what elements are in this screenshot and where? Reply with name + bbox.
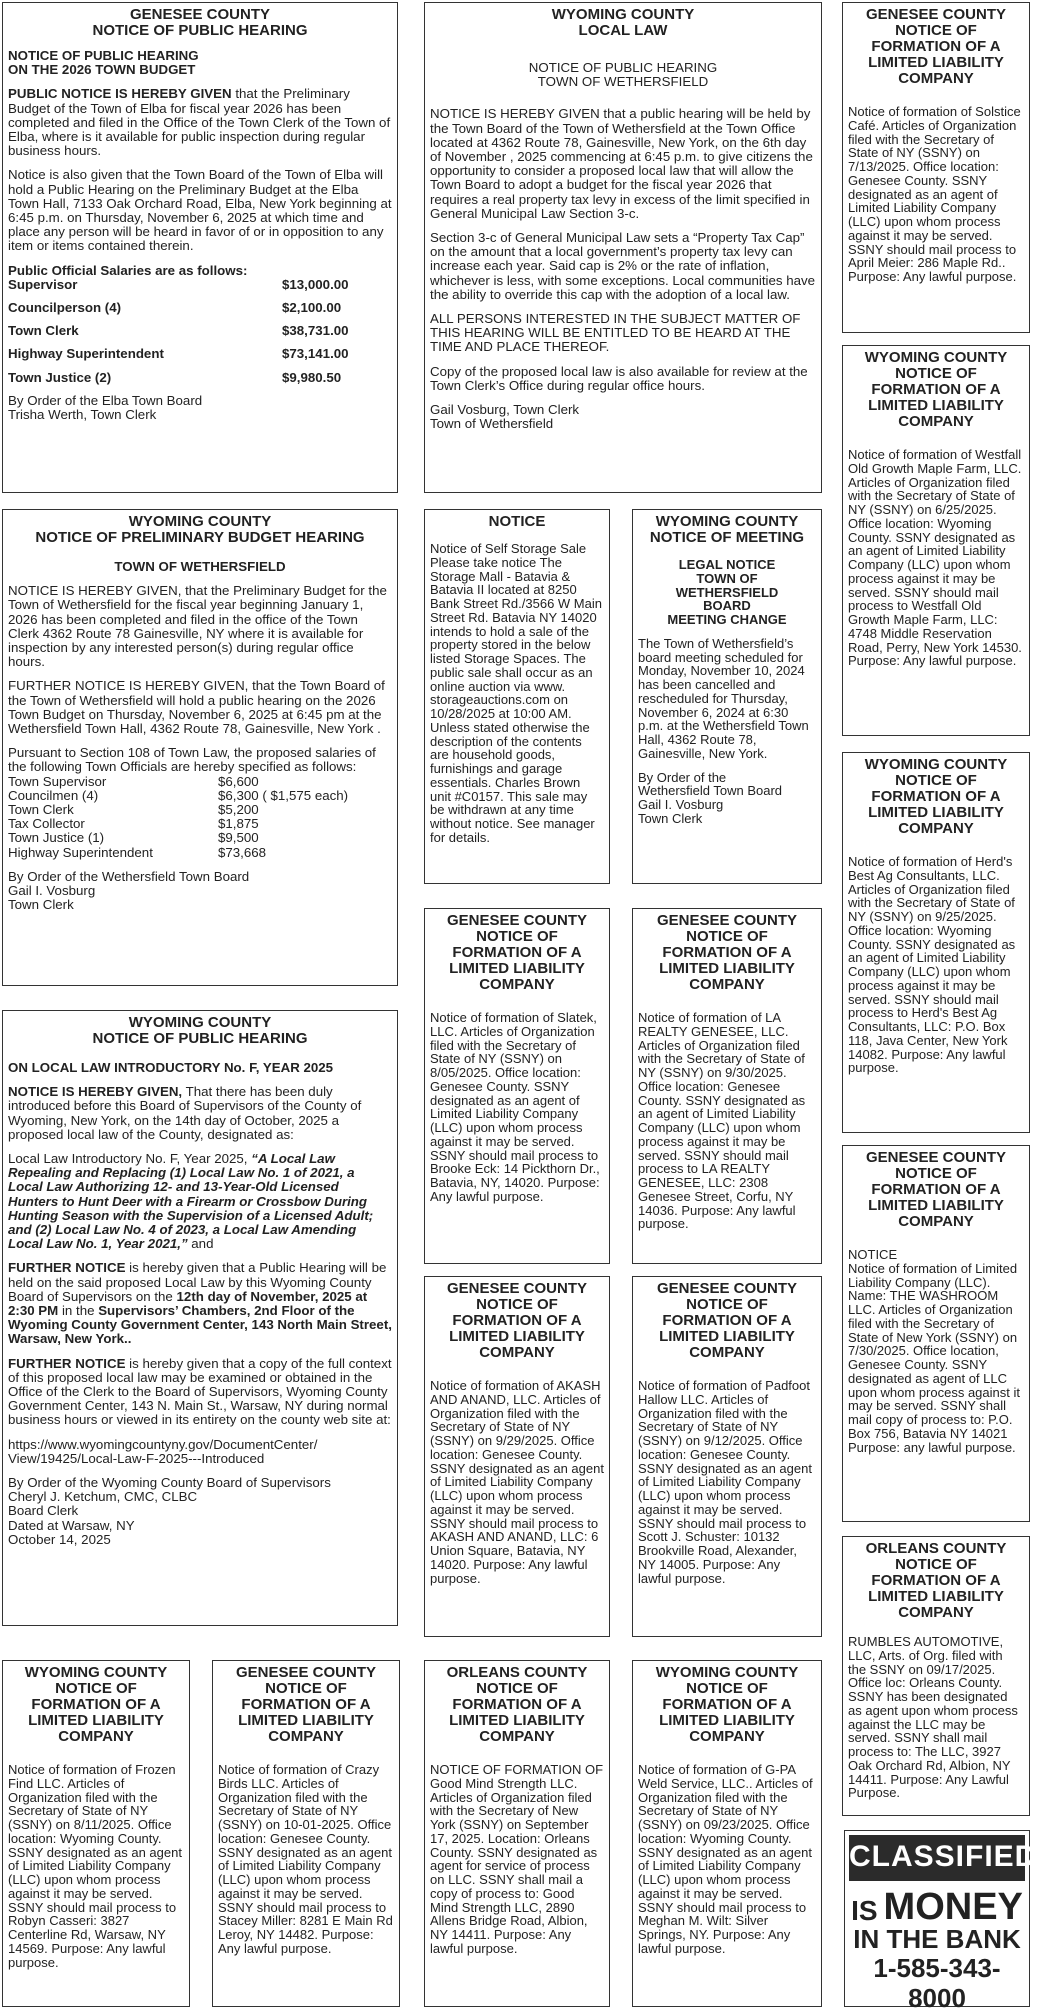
salary-row: Tax Collector $1,875 (8, 816, 259, 832)
notice-heading: FORMATION OF A (241, 1696, 371, 1713)
notice-heading: COMPANY (689, 976, 765, 993)
notice-heading: COMPANY (898, 1213, 974, 1230)
ad-bank-text: IN THE BANK (853, 1924, 1021, 1954)
salary-row: Supervisor $13,000.00 (8, 276, 349, 292)
notice-slatek-llc (424, 908, 610, 1264)
notice-paragraph: FURTHER NOTICE is hereby given that a copy of the full context of this proposed local law may be examined or obtained in the Office of the Clerk to the Board of Supervisors, Wyoming County Government Center, 143 N. Main St., Warsaw, NY during normal business hours or viewed in its entirety on the county web site at: (8, 1355, 392, 1428)
salary-heading: Public Official Salaries are as follows: (8, 262, 248, 278)
notice-heading: LIMITED LIABILITY (868, 54, 1004, 71)
notice-heading: WYOMING COUNTY (128, 513, 272, 530)
notice-heading: LOCAL LAW (578, 22, 668, 39)
notice-heading: COMPANY (479, 1728, 555, 1745)
notice-frozen-find (2, 1660, 190, 2007)
notice-heading: NOTICE OF (476, 1680, 558, 1697)
notice-subheading: NOTICE OF PUBLIC HEARING TOWN OF WETHERSFIELD (528, 60, 718, 90)
notice-heading: GENESEE COUNTY (235, 1664, 377, 1681)
notice-heading: NOTICE OF MEETING (649, 529, 805, 546)
notice-heading: NOTICE OF (55, 1680, 137, 1697)
notice-wethersfield-budget-hearing (2, 509, 398, 986)
notice-paragraph: Section 3-c of General Municipal Law sets a “Property Tax Cap” on the amount that a local government’s property tax levy can increase each year. Said cap is 2% or the rate of inflation, whichever is less, with some exceptions. Local communities have the ability to override this cap with the adoption of a local law. (430, 230, 816, 302)
notice-signature: By Order of the Elba Town Board Trisha Werth, Town Clerk (8, 392, 203, 423)
notice-heading: WYOMING COUNTY (551, 6, 695, 23)
notice-wethersfield-meeting (632, 509, 822, 884)
notice-heading: ORLEANS COUNTY (446, 1664, 588, 1681)
notice-paragraph: Notice of formation of LA REALTY GENESEE, LLC. Articles of Organization filed with the Secretary of State of NY (SSNY) on 9/30/2025. Office location: Genesee County. SSNY designated as an agent of Limited Liability Company (LLC) upon whom process against it may be served. SSNY should mail process to LA REALTY GENESEE, LLC: 2308 Genesee Street, Corfu, NY 14036. Purpose: Any lawful purpose. (638, 1010, 806, 1232)
notice-heading: COMPANY (689, 1344, 765, 1361)
notice-crazy-birds (212, 1660, 400, 2007)
notice-heading: COMPANY (268, 1728, 344, 1745)
notice-heading: NOTICE OF (265, 1680, 347, 1697)
notice-heading: NOTICE OF PUBLIC HEARING (92, 1030, 308, 1047)
notice-heading: LIMITED LIABILITY (868, 397, 1004, 414)
notice-heading: LIMITED LIABILITY (28, 1712, 164, 1729)
notice-signature: By Order of the Wethersfield Town Board Gail I. Vosburg Town Clerk (8, 868, 250, 913)
notice-paragraph: Notice of formation of Slatek, LLC. Articles of Organization filed with the Secretary of State of NY (SSNY) on 8/05/2025. Office location: Genesee County. SSNY designated as an agent of Limited Liability Company (LLC) upon whom process against it may be served. SSNY should mail process to Brooke Eck: 14 Pickthorn Dr., Batavia, NY, 14020. Purpose: Any lawful purpose. (430, 1010, 600, 1204)
notice-heading: FORMATION OF A (871, 1572, 1001, 1589)
notice-heading: NOTICE OF (895, 772, 977, 789)
notice-akash-and-anand (424, 1276, 610, 1637)
notice-elba-budget (2, 2, 398, 493)
notice-heading: FORMATION OF A (871, 788, 1001, 805)
notice-heading: FORMATION OF A (871, 38, 1001, 55)
notice-heading: FORMATION OF A (662, 1312, 792, 1329)
notice-heading: COMPANY (898, 70, 974, 87)
notice-heading: FORMATION OF A (662, 944, 792, 961)
notice-paragraph: Notice of formation of Crazy Birds LLC. Articles of Organization filed with the Secretary of State of NY (SSNY) on 10-01-2025. Office location: Genesee County. SSNY designated as an agent of Limited Liability Company (LLC) upon whom process against it may be served. SSNY should mail process to Stacey Miller: 8281 E Main Rd Leroy, NY 14482. Purpose: Any lawful purpose. (218, 1762, 393, 1956)
notice-g-pa-weld-service (632, 1660, 822, 2007)
notice-heading: NOTICE OF (895, 22, 977, 39)
notice-heading: NOTICE OF PRELIMINARY BUDGET HEARING (35, 529, 365, 546)
notice-paragraph: The Town of Wethersfield’s board meeting scheduled for Monday, November 10, 2024 has been cancelled and rescheduled for Thursday, November 6, 2024 at 6:30 p.m. at the Wethersfield Town Hall, 4362 Route 78, Gainesville, New York. (638, 635, 809, 761)
notice-heading: LIMITED LIABILITY (868, 1197, 1004, 1214)
notice-paragraph: NOTICE IS HEREBY GIVEN that a public hearing will be held by the Town Board of the Town of Wethersfield at the Town Office located at 4362 Route 78, Gainesville, New York, on the 6th day of November , 2025 commencing at 6:45 p.m. to give citizens the opportunity to consider a proposed local law that will allow the Town Board to adopt a budget for the fiscal year 2026 that requires a real property tax levy in excess of the limit specified in General Municipal Law Section 3-c. (430, 106, 813, 221)
notice-heading: GENESEE COUNTY (446, 1280, 588, 1297)
county-website-link[interactable]: https://www.wyomingcountyny.gov/DocumentCenter/ View/19425/Local-Law-F-2025---Introduced (8, 1436, 318, 1466)
salary-row: Highway Superintendent $73,668 (8, 844, 267, 860)
notice-heading: FORMATION OF A (871, 1181, 1001, 1198)
salary-row: Councilmen (4) $6,300 ( $1,575 each) (8, 787, 349, 803)
notice-heading: FORMATION OF A (662, 1696, 792, 1713)
classifieds-banner: CLASSIFIEDS (849, 1835, 1025, 1881)
notice-heading: WYOMING COUNTY (24, 1664, 168, 1681)
notice-paragraph: Copy of the proposed local law is also available for review at the Town Clerk’s Office during regular office hours. (430, 363, 808, 393)
notice-heading: LIMITED LIABILITY (659, 1712, 795, 1729)
notice-heading: LIMITED LIABILITY (449, 1328, 585, 1345)
notice-wethersfield-local-law (424, 2, 822, 493)
notice-heading: LIMITED LIABILITY (449, 1712, 585, 1729)
salary-row: Highway Superintendent $73,141.00 (8, 346, 349, 362)
notice-signature: Gail Vosburg, Town Clerk Town of Wethersfield (430, 402, 580, 432)
notice-heading: NOTICE (488, 513, 546, 530)
notice-heading: GENESEE COUNTY (865, 1149, 1007, 1166)
salary-row: Councilperson (4) $2,100.00 (8, 300, 342, 316)
notice-heading: WYOMING COUNTY (655, 1664, 799, 1681)
notice-heading: GENESEE COUNTY (865, 6, 1007, 23)
salary-row: Town Clerk $38,731.00 (8, 323, 349, 339)
notice-heading: GENESEE COUNTY (446, 912, 588, 929)
notice-heading: NOTICE OF PUBLIC HEARING (92, 22, 308, 39)
notice-heading: NOTICE OF (895, 1556, 977, 1573)
salary-table (8, 775, 392, 860)
notice-heading: GENESEE COUNTY (656, 912, 798, 929)
notice-la-realty-genesee (632, 908, 822, 1264)
notice-heading: COMPANY (479, 976, 555, 993)
notice-heading: FORMATION OF A (31, 1696, 161, 1713)
notice-heading: FORMATION OF A (452, 944, 582, 961)
notice-herds-best-ag (842, 752, 1030, 1133)
notice-heading: LIMITED LIABILITY (868, 804, 1004, 821)
ad-is-text: IS (851, 1895, 878, 1926)
notice-heading: NOTICE OF (686, 1296, 768, 1313)
notice-subheading: LEGAL NOTICE TOWN OF WETHERSFIELD BOARD MEETING CHANGE (667, 557, 787, 627)
notice-paragraph: Notice is also given that the Town Board of the Town of Elba will hold a Public Hearing on the Preliminary Budget at the Elba Town Hall, 7133 Oak Orchard Road, Elba, New York beginning at 6:45 p.m. on Thursday, November 6, 2025 at which time and place any person will be heard in favor of or in opposition to any item or items contained therein. (8, 167, 392, 254)
notice-paragraph: Pursuant to Section 108 of Town Law, the proposed salaries of the following Town Officials are hereby specified as follows: (8, 745, 376, 775)
notice-paragraph: ALL PERSONS INTERESTED IN THE SUBJECT MATTER OF THIS HEARING WILL BE ENTITLED TO BE HEARD AT THE TIME AND PLACE THEREOF. (430, 311, 801, 355)
notice-heading: GENESEE COUNTY (656, 1280, 798, 1297)
notice-heading: COMPANY (479, 1344, 555, 1361)
notice-self-storage-sale (424, 509, 610, 884)
notice-paragraph: Notice of formation of Herd's Best Ag Consultants, LLC. Articles of Organization filed with the Secretary of State of NY (SSNY) on 9/25/2025. Office location: Wyoming County. SSNY designated as an agent of Limited Liability Company (LLC) upon whom process against it may be served. SSNY should mail process to Herd's Best Ag Consultants, LLC: P.O. Box 118, Java Center, New York 14082. Purpose: Any lawful purpose. (848, 854, 1016, 1076)
notice-paragraph: Notice of formation of AKASH AND ANAND, LLC. Articles of Organization filed with the Secretary of State of NY (SSNY) on 9/29/2025. Office location: Genesee County. SSNY designated as an agent of Limited Liability Company (LLC) upon whom process against it may be served. SSNY should mail process to AKASH AND ANAND, LLC: 6 Union Square, Batavia, NY 14020. Purpose: Any lawful purpose. (430, 1378, 604, 1586)
notice-paragraph: NOTICE IS HEREBY GIVEN, That there has been duly introduced before this Board of Supervisors of the County of Wyoming, New York, on the 14th day of October, 2025 a proposed local law of the County, designated as: (8, 1084, 362, 1142)
notice-heading: NOTICE OF (895, 1165, 977, 1182)
salary-row: Town Justice (1) $9,500 (8, 830, 259, 846)
notice-heading: COMPANY (898, 820, 974, 837)
notice-padfoot-hallow (632, 1276, 822, 1637)
notice-heading: ORLEANS COUNTY (865, 1540, 1007, 1557)
notice-subheading: ON LOCAL LAW INTRODUCTORY No. F, YEAR 2025 (8, 1060, 334, 1075)
notice-washroom-llc (842, 1145, 1030, 1522)
notice-paragraph: PUBLIC NOTICE IS HEREBY GIVEN that the Preliminary Budget of the Town of Elba for fiscal year 2026 has been completed and filed in the Office of the Town Clerk of the Town of Elba, where is it available for public inspection during regular business hours. (8, 86, 391, 159)
notice-paragraph: RUMBLES AUTOMOTIVE, LLC, Arts. of Org. filed with the SSNY on 09/17/2025. Office loc: Orleans County. SSNY has been designated as agent upon whom process against the LLC may be served. SSNY shall mail process to: The LLC, 3927 Oak Orchard Rd, Albion, NY 14411. Purpose: Any Lawful Purpose. (848, 1634, 1018, 1801)
notice-subheading: NOTICE OF PUBLIC HEARING ON THE 2026 TOWN BUDGET (8, 48, 199, 78)
notice-heading: LIMITED LIABILITY (659, 960, 795, 977)
salary-row: Town Supervisor $6,600 (8, 773, 259, 789)
notice-heading: COMPANY (898, 413, 974, 430)
notice-paragraph: Notice of formation of Padfoot Hallow LLC. Articles of Organization filed with the Secretary of State of NY (SSNY) on 9/12/2025. Office location: Genesee County. SSNY designated as an agent of Limited Liability Company (LLC) upon whom process against it may be served. SSNY should mail process to Scott J. Schuster: 10132 Brookville Road, Alexander, NY 14005. Purpose: Any lawful purpose. (638, 1378, 812, 1586)
notice-heading: NOTICE OF (686, 1680, 768, 1697)
notice-paragraph: Notice of formation of Westfall Old Growth Maple Farm, LLC. Articles of Organization filed with the Secretary of State of NY (SSNY) on 6/25/2025. Office location: Wyoming County. SSNY designated as an agent of Limited Liability Company (LLC) upon whom process against it may be served. SSNY should mail process to Westfall Old Growth Maple Farm, LLC: 4748 Middle Reservation Road, Perry, New York 14530. Purpose: Any lawful purpose. (848, 447, 1022, 669)
notice-solstice-cafe (842, 2, 1030, 333)
money-line (849, 1886, 1025, 1928)
salary-row: Town Justice (2) $9,980.50 (8, 369, 342, 385)
notice-heading: WYOMING COUNTY (655, 513, 799, 530)
notice-heading: LIMITED LIABILITY (449, 960, 585, 977)
ad-money-text: MONEY (883, 1886, 1023, 1928)
notice-signature: By Order of the Wethersfield Town Board Gail I. Vosburg Town Clerk (638, 769, 783, 826)
notice-heading: GENESEE COUNTY (129, 6, 271, 23)
notice-paragraph: NOTICE Notice of formation of Limited Liability Company (LLC). Name: THE WASHROOM LLC. Articles of Organization filed with the Secretary of State of New York (SSNY) on 7/30/2025. Office location, Genesee County. SSNY designated as agent of LLC upon whom process against it may be served. SSNY shall mail copy of process to: P.O. Box 756, Batavia NY 14021 Purpose: any lawful purpose. (848, 1247, 1020, 1455)
notice-paragraph: Notice of formation of Frozen Find LLC. Articles of Organization filed with the Secretary of State of NY (SSNY) on 8/11/2025. Office location: Wyoming County. SSNY designated as an agent of Limited Liability Company (LLC) upon whom process against it may be served. SSNY should mail process to Robyn Casseri: 3827 Centerline Rd, Warsaw, NY 14569. Purpose: Any lawful purpose. (8, 1762, 182, 1970)
notice-rumbles-automotive (842, 1536, 1030, 1816)
ad-phone-number[interactable]: 1-585-343-8000 (873, 1953, 1001, 2013)
notice-heading: NOTICE OF (686, 928, 768, 945)
notice-heading: LIMITED LIABILITY (238, 1712, 374, 1729)
notice-heading: COMPANY (689, 1728, 765, 1745)
notice-paragraph: Notice of Self Storage Sale Please take notice The Storage Mall - Batavia & Batavia II located at 8250 Bank Street Rd./3566 W Main Street Rd. Batavia NY 14020 intends to hold a sale of the property stored in the below listed Storage Spaces. The public sale shall occur as an online auction via www. storageauctions.com on 10/28/2025 at 10:00 AM. Unless stated otherwise the description of the contents are household goods, furnishings and garage essentials. Charles Brown unit #C0157. This sale may be withdrawn at any time without notice. See manager for details. (430, 541, 602, 845)
notice-heading: FORMATION OF A (452, 1312, 582, 1329)
notice-heading: WYOMING COUNTY (864, 756, 1008, 773)
notice-heading: NOTICE OF (476, 928, 558, 945)
notice-heading: LIMITED LIABILITY (659, 1328, 795, 1345)
notice-wyoming-local-law-hearing (2, 1010, 398, 1626)
notice-heading: FORMATION OF A (452, 1696, 582, 1713)
notice-paragraph: Notice of formation of G-PA Weld Service, LLC.. Articles of Organization filed with the Secretary of State of NY (SSNY) on 09/23/2025. Office location: Wyoming County. SSNY designated as an agent of Limited Liability Company (LLC) upon whom process against it may be served. SSNY should mail process to Meghan M. Wilt: Silver Springs, NY. Purpose: Any lawful purpose. (638, 1762, 813, 1956)
salary-row: Town Clerk $5,200 (8, 802, 259, 818)
notice-paragraph: NOTICE OF FORMATION OF Good Mind Strength LLC. Articles of Organization filed with the Secretary of New York (SSNY) on September 17, 2025. Location: Orleans County. SSNY designated as agent for service of process on LLC. SSNY shall mail a copy of process to: Good Mind Strength LLC, 2890 Allens Bridge Road, Albion, NY 14411. Purpose: Any lawful purpose. (430, 1762, 604, 1956)
notice-heading: WYOMING COUNTY (128, 1014, 272, 1031)
notice-heading: NOTICE OF (895, 365, 977, 382)
notice-westfall-maple-farm (842, 345, 1030, 736)
notice-paragraph: NOTICE IS HEREBY GIVEN, that the Preliminary Budget for the Town of Wethersfield for the fiscal year beginning January 1, 2026 has been completed and filed in the office of the Town Clerk 4362 Route 78 Gainesville, NY where it is available for inspection by any interested person(s) during regular office hours. (8, 583, 387, 670)
notice-heading: WYOMING COUNTY (864, 349, 1008, 366)
notice-heading: COMPANY (58, 1728, 134, 1745)
notice-paragraph: FURTHER NOTICE is hereby given that a Public Hearing will be held on the said proposed Local Law by this Wyoming County Board of Supervisors on the 12th day of November, 2025 at 2:30 PM in the Supervisors’ Chambers, 2nd Floor of the Wyoming County Government Center, 143 North Main Street, Warsaw, New York.. (8, 1260, 392, 1347)
notice-paragraph: Notice of formation of Solstice Café. Articles of Organization filed with the Secretary of State of NY (SSNY) on 7/13/2025. Office location: Genesee County. SSNY designated as an agent of Limited Liability Company (LLC) upon whom process against it may be served. SSNY should mail process to April Meier: 286 Maple Rd.. Purpose: Any lawful purpose. (848, 104, 1021, 284)
notice-paragraph: FURTHER NOTICE IS HEREBY GIVEN, that the Town Board of the Town of Wethersfield will hold a public hearing on the 2026 Town Budget on Thursday, November 6, 2025 at 6:45 pm at the Wethersfield Town Hall, 4362 Route 78, Gainesville, New York . (8, 678, 385, 737)
notice-subheading: TOWN OF WETHERSFIELD (114, 559, 286, 574)
notice-signature: By Order of the Wyoming County Board of Supervisors Cheryl J. Ketchum, CMC, CLBC Board Clerk Dated at Warsaw, NY October 14, 2025 (8, 1475, 331, 1547)
notice-heading: LIMITED LIABILITY (868, 1588, 1004, 1605)
classifieds-ad (844, 1830, 1058, 2013)
notice-heading: NOTICE OF (476, 1296, 558, 1313)
notice-heading: COMPANY (898, 1604, 974, 1621)
notice-heading: FORMATION OF A (871, 381, 1001, 398)
notice-paragraph: Local Law Introductory No. F, Year 2025, “A Local Law Repealing and Replacing (1) Local Law No. 1 of 2021, a Local Law Authorizing 12- and 13-Year-Old Licensed Hunters to Hunt Deer with a Firearm or Crossbow During Hunting Season with the Supervision of a Licensed Adult; and (2) Local Law No. 4 of 2023, a Local Law Amending Local Law No. 1, Year 2021,” and (8, 1151, 374, 1252)
notice-good-mind-strength (424, 1660, 610, 2007)
salary-table (8, 278, 392, 385)
